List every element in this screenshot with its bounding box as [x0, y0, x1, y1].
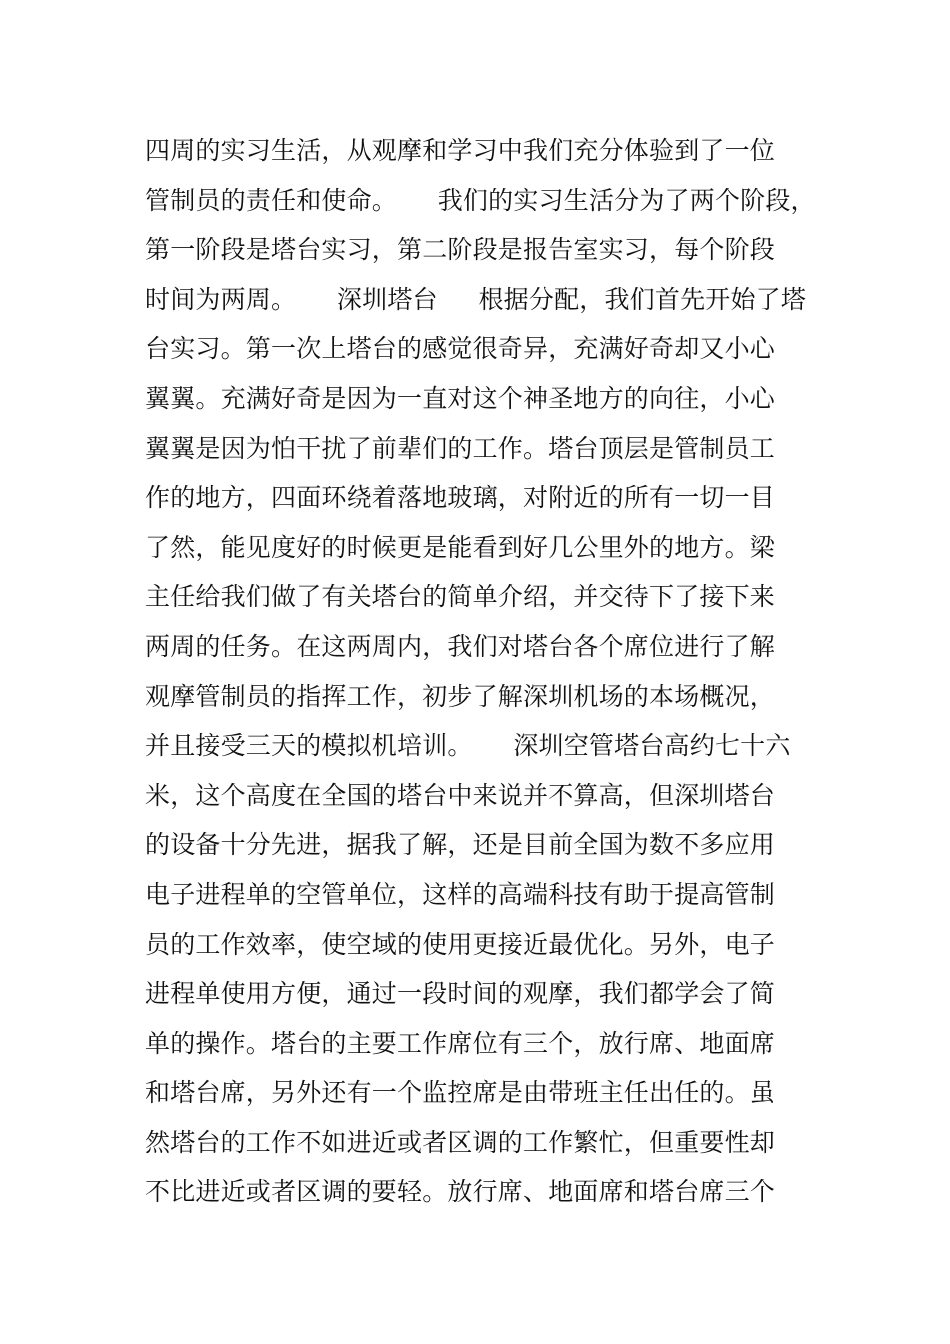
text-line: 和塔台席，另外还有一个监控席是由带班主任出任的。虽 — [145, 1078, 776, 1108]
text-line: 翼翼。充满好奇是因为一直对这个神圣地方的向往，小心 — [145, 383, 776, 413]
text-line: 台实习。第一次上塔台的感觉很奇异，充满好奇却又小心 — [145, 334, 776, 364]
body-text — [145, 126, 815, 1217]
text-line: 员的工作效率，使空域的使用更接近最优化。另外，电子 — [145, 929, 776, 959]
text-line: 了然，能见度好的时候更是能看到好几公里外的地方。梁 — [145, 532, 776, 562]
text-line: 第一阶段是塔台实习，第二阶段是报告室实习，每个阶段 — [145, 235, 776, 265]
text-line: 的设备十分先进，据我了解，还是目前全国为数不多应用 — [145, 830, 776, 860]
text-line: 电子进程单的空管单位，这样的高端科技有助于提高管制 — [145, 879, 776, 909]
text-line: 米，这个高度在全国的塔台中来说并不算高，但深圳塔台 — [145, 780, 776, 810]
text-line: 管制员的责任和使命。 我们的实习生活分为了两个阶段， — [145, 185, 816, 215]
text-line: 时间为两周。 深圳塔台 根据分配，我们首先开始了塔 — [145, 284, 807, 314]
text-line: 四周的实习生活，从观摩和学习中我们充分体验到了一位 — [145, 136, 776, 165]
text-line: 主任给我们做了有关塔台的简单介绍，并交待下了接下来 — [145, 582, 776, 612]
text-line: 然塔台的工作不如进近或者区调的工作繁忙，但重要性却 — [145, 1127, 776, 1157]
text-line: 观摩管制员的指挥工作，初步了解深圳机场的本场概况， — [145, 681, 776, 711]
text-line: 两周的任务。在这两周内，我们对塔台各个席位进行了解 — [145, 631, 776, 661]
text-line: 进程单使用方便，通过一段时间的观摩，我们都学会了简 — [145, 979, 776, 1009]
text-line: 作的地方，四面环绕着落地玻璃，对附近的所有一切一目 — [145, 483, 776, 513]
text-line: 单的操作。塔台的主要工作席位有三个，放行席、地面席 — [145, 1028, 776, 1058]
text-line: 不比进近或者区调的要轻。放行席、地面席和塔台席三个 — [145, 1177, 776, 1207]
text-line: 并且接受三天的模拟机培训。 深圳空管塔台高约七十六 — [145, 731, 791, 761]
text-line: 翼翼是因为怕干扰了前辈们的工作。塔台顶层是管制员工 — [145, 433, 776, 463]
